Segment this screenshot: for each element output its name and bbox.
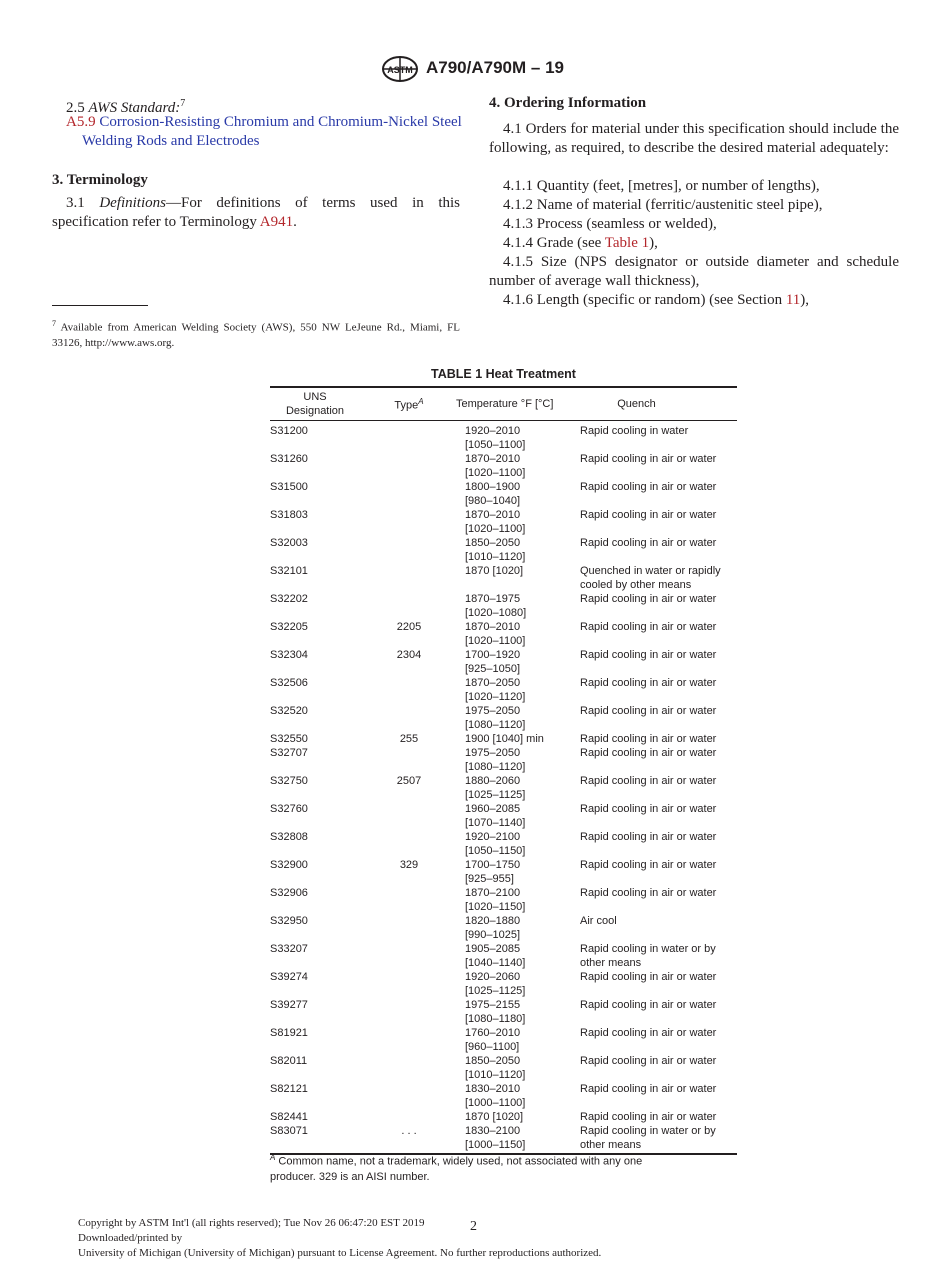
temperature-f: 1960–2085 <box>465 803 521 815</box>
temperature-c: [1050–1150] <box>465 845 526 857</box>
table-footnote <box>270 1150 690 1185</box>
table-row <box>270 942 737 970</box>
cell-quench <box>580 802 737 830</box>
cell-temperature <box>450 970 580 998</box>
cell-uns: S81921 <box>270 1027 308 1039</box>
quench-text: Rapid cooling in air or water <box>580 747 717 759</box>
temperature-c: [1080–1120] <box>465 761 526 773</box>
temperature-f: 1800–1900 <box>465 481 521 493</box>
cell-quench <box>580 704 737 732</box>
copyright-line-3: University of Michigan (University of Michigan) pursuant to License Agreement. No further reproductions authorized. <box>78 1247 602 1259</box>
cell-temperature <box>450 1026 580 1054</box>
section-4-1-2: 4.1.2 Name of material (ferritic/austenitic steel pipe), <box>503 197 823 213</box>
cell-quench <box>580 858 737 886</box>
cell-quench <box>580 676 737 704</box>
footnote-ref: 7 <box>180 98 186 109</box>
table-title: TABLE 1 Heat Treatment <box>431 367 576 381</box>
header-uns-line2: Designation <box>285 405 345 417</box>
cell-temperature <box>450 564 580 592</box>
temperature-c: [1020–1150] <box>465 901 526 913</box>
quench-text: Rapid cooling in air or water <box>580 1055 717 1067</box>
section-4-1-5: 4.1.5 Size (NPS designator or outside diameter and schedule number of average wall thickness), <box>489 254 899 289</box>
quench-text: Rapid cooling in air or water <box>580 775 717 787</box>
table-row <box>270 746 737 774</box>
cell-quench <box>580 914 737 942</box>
temperature-f: 1870–2100 <box>465 887 521 899</box>
cell-uns: S31500 <box>270 481 308 493</box>
cell-quench <box>580 536 737 564</box>
temperature-f: 1900 [1040] min <box>465 733 544 745</box>
temperature-f: 1880–2060 <box>465 775 521 787</box>
cell-type <box>368 452 450 480</box>
cell-uns: S32760 <box>270 803 308 815</box>
table-row <box>270 858 737 886</box>
section-number: 3.1 <box>66 195 85 211</box>
cell-temperature <box>450 830 580 858</box>
table-row <box>270 648 737 676</box>
temperature-f: 1920–2010 <box>465 425 521 437</box>
section-4-1-1: 4.1.1 Quantity (feet, [metres], or number of lengths), <box>503 178 820 194</box>
temperature-f: 1975–2050 <box>465 705 521 717</box>
cell-type <box>368 592 450 620</box>
cell-type <box>368 830 450 858</box>
cell-temperature <box>450 421 580 453</box>
page-header <box>0 56 950 82</box>
cell-uns: S31260 <box>270 453 308 465</box>
table-row <box>270 564 737 592</box>
cell-type: 2205 <box>396 621 422 633</box>
temperature-f: 1830–2010 <box>465 1083 521 1095</box>
quench-text-cont: cooled by other means <box>580 579 692 591</box>
section-4-heading: 4. Ordering Information <box>489 95 647 111</box>
temperature-c: [1020–1120] <box>465 691 526 703</box>
temperature-f: 1920–2060 <box>465 971 521 983</box>
temperature-f: 1870 [1020] <box>465 1111 524 1123</box>
quench-text: Rapid cooling in water or by <box>580 1125 716 1137</box>
temperature-f: 1820–1880 <box>465 915 521 927</box>
temperature-c: [1020–1080] <box>465 607 527 619</box>
temperature-f: 1760–2010 <box>465 1027 521 1039</box>
quench-text: Rapid cooling in air or water <box>580 999 717 1011</box>
cell-quench <box>580 942 737 970</box>
quench-text: Rapid cooling in air or water <box>580 705 717 717</box>
section-4-1-4 <box>503 234 899 253</box>
cell-uns: S32205 <box>270 621 308 633</box>
temperature-c: [1020–1100] <box>465 635 526 647</box>
cell-temperature <box>450 998 580 1026</box>
cell-temperature <box>450 536 580 564</box>
temperature-f: 1920–2100 <box>465 831 521 843</box>
cell-type: 255 <box>399 733 419 745</box>
section-title: AWS Standard: <box>88 100 181 116</box>
item-text: 4.1.6 Length (specific or random) (see Section <box>503 292 786 308</box>
heat-treatment-table <box>270 386 737 1155</box>
cell-uns: S32808 <box>270 831 308 843</box>
term: Definitions <box>99 195 166 211</box>
temperature-c: [1050–1100] <box>465 439 526 451</box>
quench-text: Rapid cooling in air or water <box>580 453 717 465</box>
quench-text: Rapid cooling in air or water <box>580 1027 717 1039</box>
cell-type <box>368 676 450 704</box>
cell-temperature <box>450 858 580 886</box>
quench-text: Rapid cooling in air or water <box>580 803 717 815</box>
temperature-c: [980–1040] <box>465 495 521 507</box>
header-type <box>368 387 450 421</box>
cell-type: 329 <box>399 859 419 871</box>
cell-uns: S32520 <box>270 705 308 717</box>
cell-quench <box>580 648 737 676</box>
quench-text: Rapid cooling in air or water <box>580 1083 717 1095</box>
cell-uns: S32550 <box>270 733 308 745</box>
cell-type <box>368 704 450 732</box>
cell-uns: S32950 <box>270 915 308 927</box>
period: . <box>293 214 297 230</box>
quench-text: Rapid cooling in air or water <box>580 621 717 633</box>
cell-uns: S82011 <box>270 1055 308 1067</box>
temperature-c: [1040–1140] <box>465 957 526 969</box>
section-4-1: 4.1 Orders for material under this specification should include the following, as required, to describe the desired material adequately: <box>489 121 899 156</box>
cell-uns: S82441 <box>270 1111 308 1123</box>
temperature-f: 1870–2010 <box>465 621 521 633</box>
cell-temperature <box>450 732 580 746</box>
table-row <box>270 1110 737 1124</box>
cell-quench <box>580 774 737 802</box>
quench-text: Rapid cooling in air or water <box>580 509 717 521</box>
cell-uns: S31200 <box>270 425 308 437</box>
footnote-text: Available from American Welding Society (AWS), 550 NW LeJeune Rd., Miami, FL 33126, http://www.aws.org. <box>52 321 460 349</box>
cell-temperature <box>450 676 580 704</box>
cell-uns: S39274 <box>270 971 308 983</box>
temperature-c: [1025–1125] <box>465 985 526 997</box>
cell-quench <box>580 508 737 536</box>
standard-code-link[interactable]: A5.9 <box>66 114 96 130</box>
cell-quench <box>580 830 737 858</box>
cell-temperature <box>450 942 580 970</box>
item-text-end: ), <box>649 235 658 251</box>
quench-text: Rapid cooling in air or water <box>580 859 717 871</box>
copyright-line-2: Downloaded/printed by <box>78 1232 183 1244</box>
temperature-f: 1975–2155 <box>465 999 521 1011</box>
astm-logo-icon <box>380 56 420 82</box>
cell-uns: S39277 <box>270 999 308 1011</box>
quench-text-cont: other means <box>580 1139 642 1151</box>
cell-type <box>368 1082 450 1110</box>
cell-quench <box>580 886 737 914</box>
footnote-marker: 7 <box>52 319 56 328</box>
quench-text: Rapid cooling in air or water <box>580 481 717 493</box>
table-1-link[interactable]: Table 1 <box>604 235 650 251</box>
quench-text: Rapid cooling in water or by <box>580 943 716 955</box>
section-4-1-6 <box>503 291 899 310</box>
quench-text: Rapid cooling in air or water <box>580 971 717 983</box>
quench-text-cont: other means <box>580 957 642 969</box>
cell-temperature <box>450 1110 580 1124</box>
temperature-c: [990–1025] <box>465 929 521 941</box>
copyright-line-1: Copyright by ASTM Int'l (all rights reserved); Tue Nov 26 06:47:20 EST 2019 <box>78 1217 425 1229</box>
temperature-f: 1905–2085 <box>465 943 521 955</box>
quench-text: Rapid cooling in air or water <box>580 831 717 843</box>
temperature-f: 1700–1920 <box>465 649 521 661</box>
cell-quench <box>580 970 737 998</box>
cell-type <box>368 508 450 536</box>
cell-quench <box>580 1110 737 1124</box>
cell-uns: S32707 <box>270 747 308 759</box>
temperature-f: 1870–2050 <box>465 677 521 689</box>
cell-type <box>368 998 450 1026</box>
table-header-row <box>270 387 737 421</box>
quench-text: Quenched in water or rapidly <box>580 565 721 577</box>
table-row <box>270 1026 737 1054</box>
definition-text: —For definitions of terms used in this specification refer to Terminology <box>52 195 460 230</box>
cell-type: . . . <box>401 1125 417 1137</box>
cell-uns: S31803 <box>270 509 308 521</box>
temperature-f: 1870–2010 <box>465 453 521 465</box>
cell-temperature <box>450 802 580 830</box>
cell-temperature <box>450 648 580 676</box>
cell-uns: S33207 <box>270 943 308 955</box>
cell-quench <box>580 620 737 648</box>
table-row <box>270 732 737 746</box>
cell-type <box>368 480 450 508</box>
temperature-c: [1010–1120] <box>465 551 526 563</box>
cell-quench <box>580 998 737 1026</box>
cell-type: 2507 <box>396 775 422 787</box>
temperature-c: [1070–1140] <box>465 817 526 829</box>
footnote <box>52 316 460 351</box>
cell-type <box>368 802 450 830</box>
quench-text: Rapid cooling in water <box>580 425 689 437</box>
temperature-c: [960–1100] <box>465 1041 520 1053</box>
quench-text: Rapid cooling in air or water <box>580 733 717 745</box>
cell-temperature <box>450 886 580 914</box>
header-temperature: Temperature °F [°C] <box>456 398 554 410</box>
section-number: 2.5 <box>66 100 85 116</box>
cell-temperature <box>450 914 580 942</box>
table-row <box>270 676 737 704</box>
cell-quench <box>580 452 737 480</box>
cell-temperature <box>450 704 580 732</box>
cell-temperature <box>450 620 580 648</box>
section-3-heading: 3. Terminology <box>52 172 148 188</box>
temperature-f: 1870–1975 <box>465 593 521 605</box>
temperature-f: 1850–2050 <box>465 1055 521 1067</box>
cell-quench <box>580 480 737 508</box>
cell-type <box>368 970 450 998</box>
quench-text: Air cool <box>580 915 617 927</box>
temperature-c: [1000–1150] <box>465 1139 526 1151</box>
temperature-f: 1830–2100 <box>465 1125 521 1137</box>
cell-type <box>368 886 450 914</box>
table-body <box>270 421 737 1155</box>
temperature-c: [925–955] <box>465 873 514 885</box>
temperature-c: [1000–1100] <box>465 1097 526 1109</box>
cell-uns: S32750 <box>270 775 308 787</box>
cell-uns: S32900 <box>270 859 308 871</box>
cell-temperature <box>450 508 580 536</box>
cell-quench <box>580 564 737 592</box>
cell-temperature <box>450 592 580 620</box>
temperature-c: [1010–1120] <box>465 1069 526 1081</box>
temperature-c: [1020–1100] <box>465 523 526 535</box>
cell-quench <box>580 1026 737 1054</box>
cell-temperature <box>450 1054 580 1082</box>
table-row <box>270 1082 737 1110</box>
cell-uns: S32506 <box>270 677 308 689</box>
header-uns <box>270 387 368 421</box>
header-uns-line1: UNS <box>303 391 327 403</box>
section-11-link[interactable]: 11 <box>785 292 801 308</box>
table-row <box>270 830 737 858</box>
footnote-rule <box>52 305 148 306</box>
table-row <box>270 508 737 536</box>
a941-link[interactable]: A941 <box>259 214 294 230</box>
cell-uns: S83071 <box>270 1125 308 1137</box>
cell-type <box>368 1054 450 1082</box>
cell-quench <box>580 421 737 453</box>
table-row <box>270 998 737 1026</box>
temperature-c: [925–1050] <box>465 663 521 675</box>
cell-type <box>368 942 450 970</box>
cell-uns: S32003 <box>270 537 308 549</box>
cell-temperature <box>450 774 580 802</box>
section-3-1 <box>52 194 460 232</box>
cell-type <box>368 746 450 774</box>
cell-uns: S32906 <box>270 887 308 899</box>
cell-temperature <box>450 452 580 480</box>
temperature-f: 1850–2050 <box>465 537 521 549</box>
cell-temperature <box>450 480 580 508</box>
quench-text: Rapid cooling in air or water <box>580 593 717 605</box>
standard-title-link[interactable]: Corrosion-Resisting Chromium and Chromium-Nickel Steel Welding Rods and Electrodes <box>82 114 462 149</box>
cell-quench <box>580 746 737 774</box>
temperature-c: [1020–1100] <box>465 467 526 479</box>
cell-quench <box>580 732 737 746</box>
cell-temperature <box>450 1082 580 1110</box>
temperature-c: [1080–1120] <box>465 719 526 731</box>
item-text: 4.1.4 Grade (see <box>503 235 605 251</box>
table-row <box>270 774 737 802</box>
copyright-notice <box>78 1216 698 1261</box>
temperature-f: 1700–1750 <box>465 859 521 871</box>
table-note-marker: A <box>270 1153 276 1162</box>
table-row <box>270 1054 737 1082</box>
table-row <box>270 802 737 830</box>
table-row <box>270 886 737 914</box>
cell-temperature <box>450 746 580 774</box>
quench-text: Rapid cooling in air or water <box>580 649 717 661</box>
table-note-text: Common name, not a trademark, widely used, not associated with any one producer. 329 is an AISI number. <box>270 1155 643 1183</box>
table-row <box>270 592 737 620</box>
cell-type <box>368 421 450 453</box>
cell-quench <box>580 1054 737 1082</box>
table-row <box>270 914 737 942</box>
page-number: 2 <box>470 1219 477 1234</box>
temperature-f: 1870 [1020] <box>465 565 524 577</box>
cell-type <box>368 1026 450 1054</box>
cell-uns: S32202 <box>270 593 308 605</box>
cell-type <box>368 536 450 564</box>
table-row <box>270 704 737 732</box>
temperature-c: [1025–1125] <box>465 789 526 801</box>
temperature-f: 1975–2050 <box>465 747 521 759</box>
header-type-note: A <box>418 397 424 407</box>
cell-type <box>368 914 450 942</box>
temperature-c: [1080–1180] <box>465 1013 526 1025</box>
table-row <box>270 536 737 564</box>
section-4-1-3: 4.1.3 Process (seamless or welded), <box>503 216 717 232</box>
quench-text: Rapid cooling in air or water <box>580 537 717 549</box>
quench-text: Rapid cooling in air or water <box>580 887 717 899</box>
table-row <box>270 452 737 480</box>
table-row <box>270 421 737 453</box>
item-text-end: ), <box>800 292 810 308</box>
header-type-label: Type <box>394 399 419 412</box>
quench-text: Rapid cooling in air or water <box>580 1111 717 1123</box>
cell-uns: S32101 <box>270 565 308 577</box>
table-row <box>270 480 737 508</box>
cell-uns: S82121 <box>270 1083 308 1095</box>
cell-quench <box>580 592 737 620</box>
cell-type: 2304 <box>396 649 422 661</box>
logo-text: ASTM <box>387 65 413 75</box>
table-row <box>270 620 737 648</box>
cell-uns: S32304 <box>270 649 308 661</box>
cell-quench <box>580 1082 737 1110</box>
reference-a5-9[interactable] <box>66 113 482 151</box>
cell-type <box>368 1110 450 1124</box>
table-row <box>270 970 737 998</box>
header-quench: Quench <box>617 398 656 410</box>
temperature-f: 1870–2010 <box>465 509 521 521</box>
standard-designation: A790/A790M – 19 <box>426 58 564 77</box>
quench-text: Rapid cooling in air or water <box>580 677 717 689</box>
cell-type <box>368 564 450 592</box>
